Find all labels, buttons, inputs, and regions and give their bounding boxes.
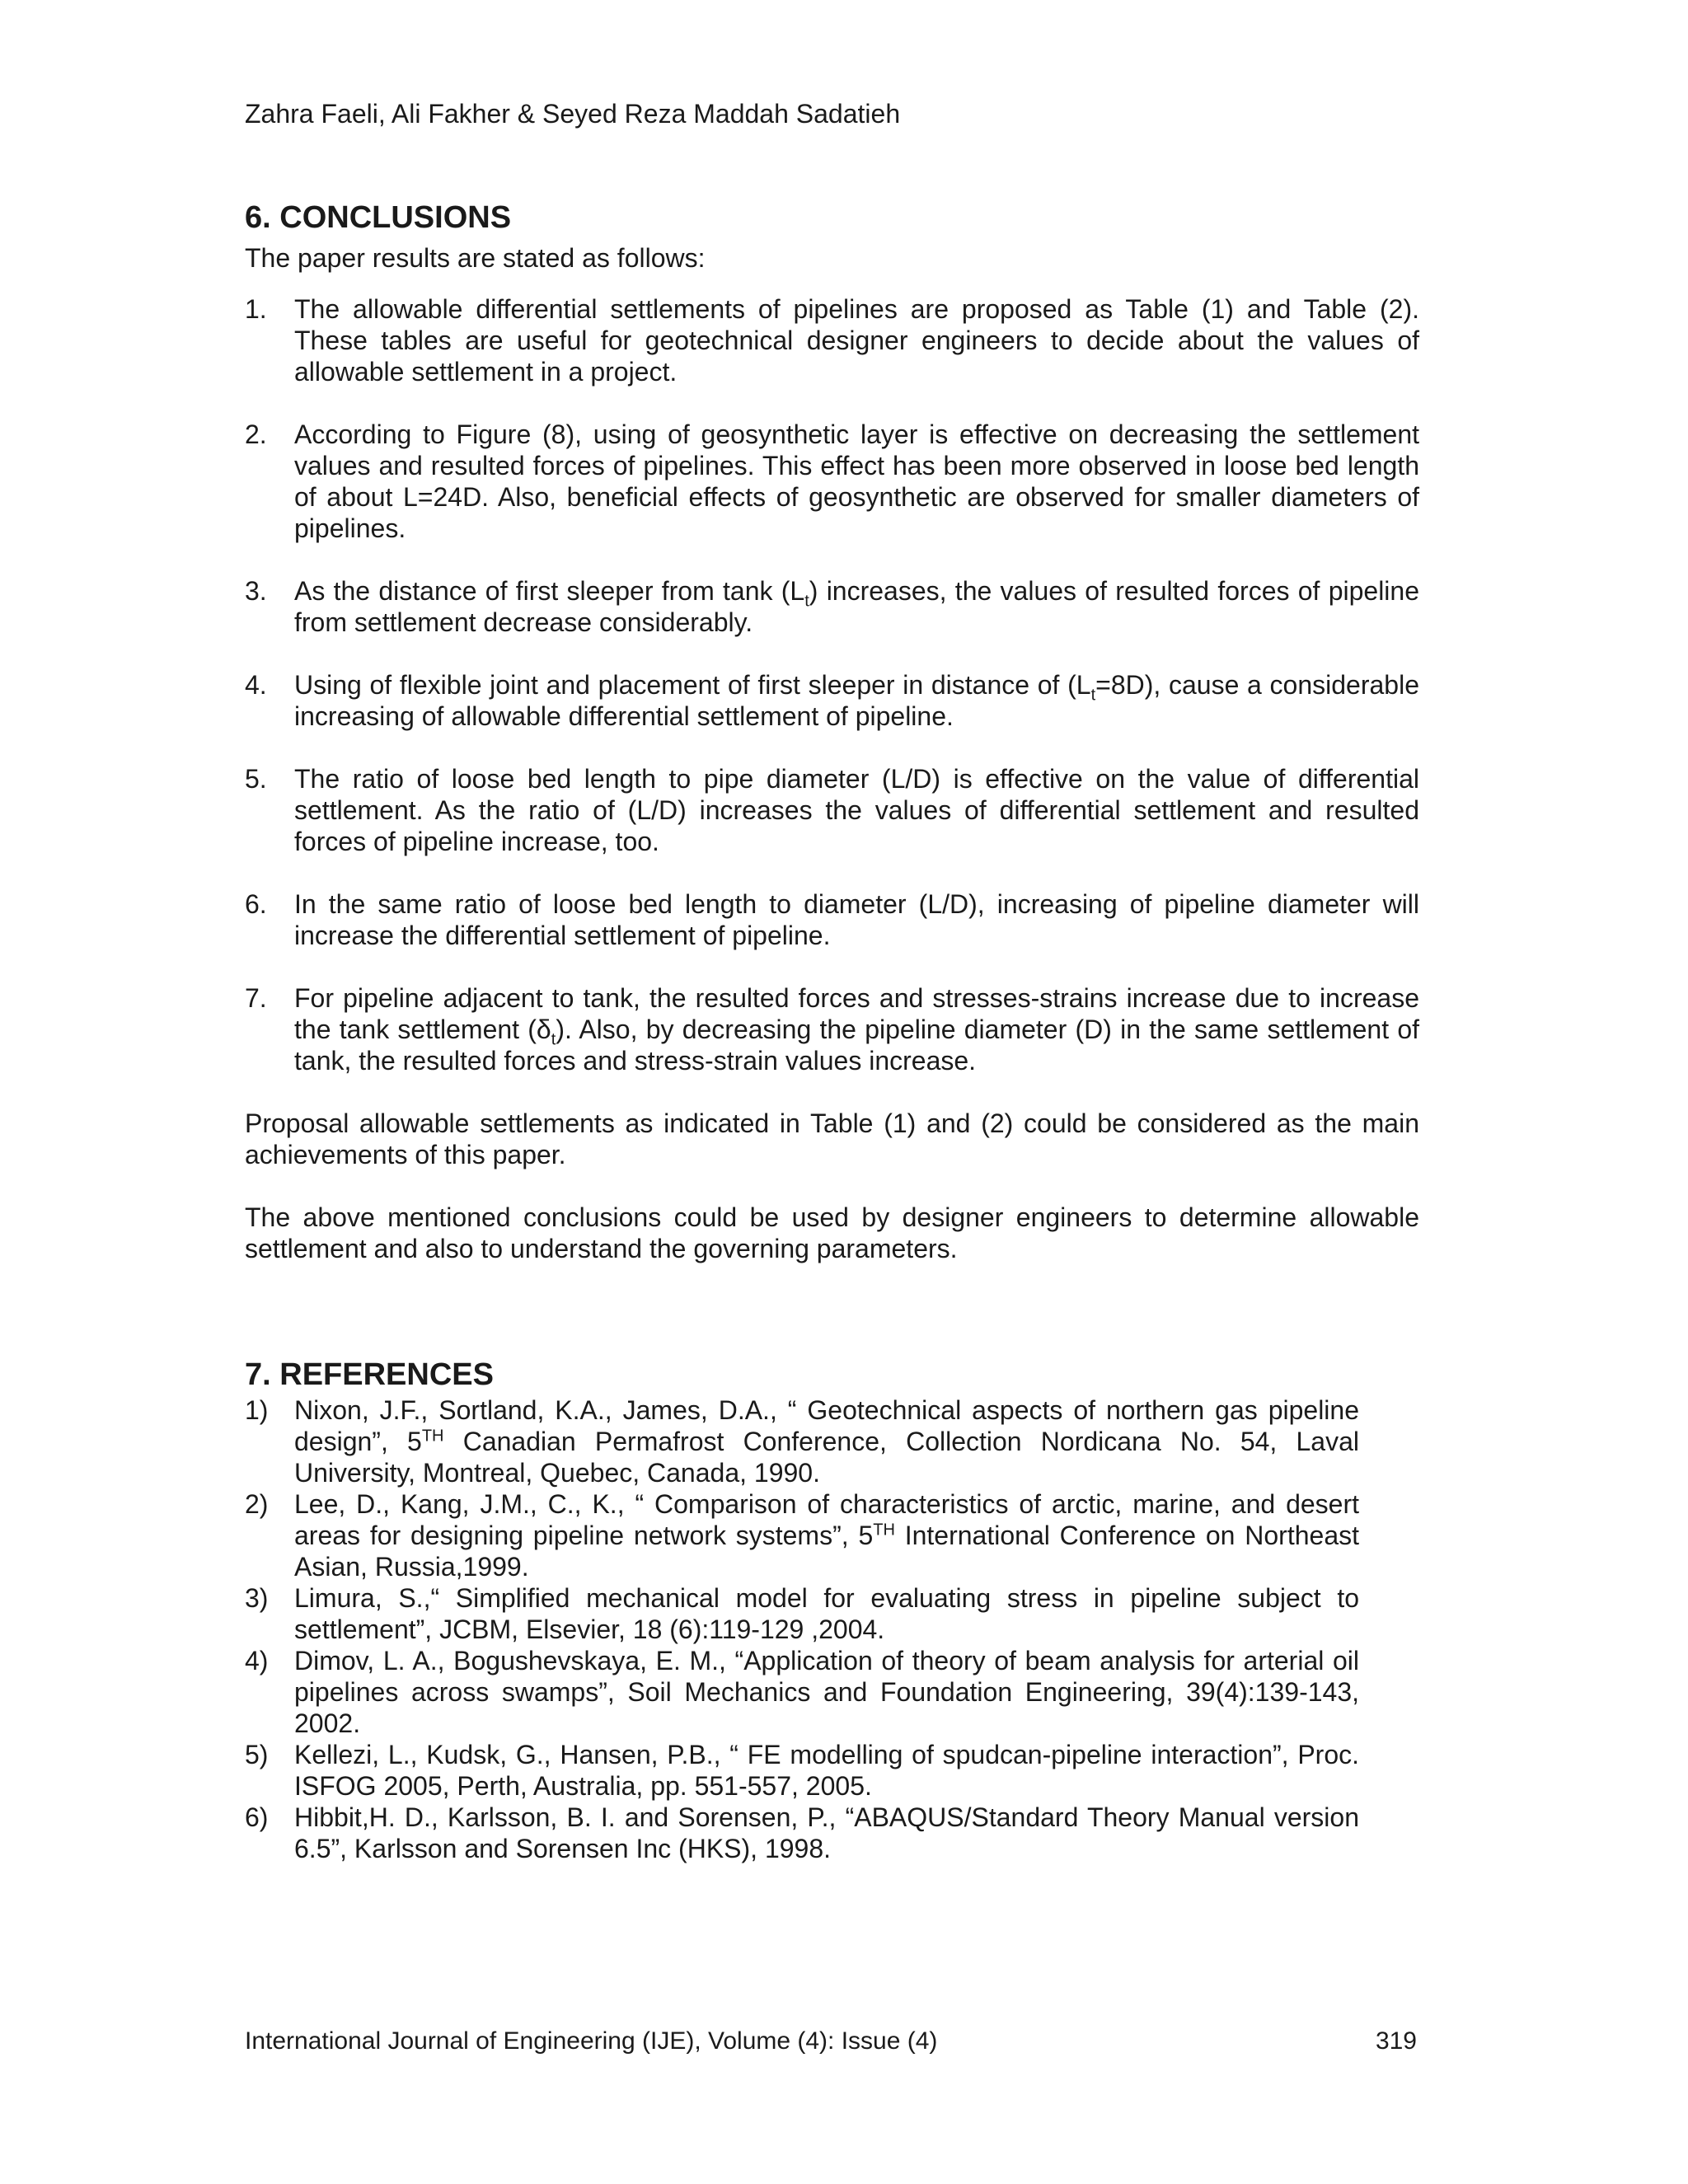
conclusions-intro: The paper results are stated as follows: xyxy=(245,243,706,273)
item-text: In the same ratio of loose bed length to diameter (L/D), increasing of pipeline diameter will increase the differential settlement of pipeline. xyxy=(294,889,1419,950)
conclusion-item xyxy=(245,575,1419,638)
superscript: TH xyxy=(873,1521,895,1540)
summary-paragraph: Proposal allowable settlements as indicated in Table (1) and (2) could be considered as the main achievements of this paper. xyxy=(245,1108,1419,1169)
item-text: For pipeline adjacent to tank, the resulted forces and stresses-strains increase due to increase the tank settlement (δ xyxy=(294,983,1419,1044)
item-text-continued: =8D), cause a considerable increasing of allowable differential settlement of pipeline. xyxy=(294,670,1420,731)
reference-item xyxy=(245,1739,1359,1802)
conclusion-item xyxy=(245,982,1419,1076)
conclusion-item xyxy=(245,669,1419,732)
conclusions-list xyxy=(245,293,1419,1076)
journal-citation: International Journal of Engineering (IJE), Volume (4): Issue (4) xyxy=(245,2027,938,2055)
reference-text: Lee, D., Kang, J.M., C., K., “ Comparison of characteristics of arctic, marine, and desert areas for designing pipeline network systems”, 5 xyxy=(294,1489,1359,1550)
item-text-continued: ). Also, by decreasing the pipeline diameter (D) in the same settlement of tank, the resulted forces and stress-strain values increase. xyxy=(294,1015,1419,1076)
item-text: According to Figure (8), using of geosynthetic layer is effective on decreasing the settlement values and resulted forces of pipelines. This effect has been more observed in loose bed length of about L=24D. Also, beneficial effects of geosynthetic are observed for smaller diameters of pipelines. xyxy=(294,419,1419,543)
reference-number: 2) xyxy=(245,1489,269,1519)
subscript: t xyxy=(1090,686,1096,705)
conclusion-item xyxy=(245,293,1419,387)
item-number: 5. xyxy=(245,764,267,794)
item-number: 3. xyxy=(245,576,267,606)
conclusion-item xyxy=(245,888,1419,951)
reference-item xyxy=(245,1802,1359,1864)
references-list xyxy=(245,1394,1359,1864)
item-text: The allowable differential settlements of pipelines are proposed as Table (1) and Table (2). These tables are useful for geotechnical designer engineers to decide about the values of allowable settlement in a project. xyxy=(294,294,1419,387)
reference-number: 6) xyxy=(245,1802,269,1832)
reference-number: 5) xyxy=(245,1740,269,1769)
references-heading: 7. REFERENCES xyxy=(245,1357,494,1392)
reference-item xyxy=(245,1488,1359,1582)
reference-text: Kellezi, L., Kudsk, G., Hansen, P.B., “ FE modelling of spudcan-pipeline interaction”, Proc. ISFOG 2005, Perth, Australia, pp. 551-557, 2005. xyxy=(294,1740,1359,1801)
reference-text: Nixon, J.F., Sortland, K.A., James, D.A., “ Geotechnical aspects of northern gas pipeline design”, 5 xyxy=(294,1395,1359,1456)
item-text-continued: ) increases, the values of resulted forces of pipeline from settlement decrease considerably. xyxy=(294,576,1420,637)
item-text: Using of flexible joint and placement of first sleeper in distance of (L xyxy=(294,670,1091,700)
reference-number: 4) xyxy=(245,1646,269,1675)
item-number: 7. xyxy=(245,983,267,1013)
conclusion-item xyxy=(245,419,1419,544)
item-number: 6. xyxy=(245,889,267,919)
item-text: The ratio of loose bed length to pipe diameter (L/D) is effective on the value of differential settlement. As the ratio of (L/D) increases the values of differential settlement and resulted forces of pipeline increase, too. xyxy=(294,764,1419,856)
reference-number: 1) xyxy=(245,1395,269,1425)
reference-item xyxy=(245,1394,1359,1488)
subscript: t xyxy=(551,1030,556,1049)
reference-number: 3) xyxy=(245,1583,269,1613)
reference-text: Hibbit,H. D., Karlsson, B. I. and Sorensen, P., “ABAQUS/Standard Theory Manual version 6.5”, Karlsson and Sorensen Inc (HKS), 1998. xyxy=(294,1802,1359,1863)
item-number: 4. xyxy=(245,670,267,700)
reference-text-continued: International Conference on Northeast Asian, Russia,1999. xyxy=(294,1521,1360,1582)
subscript: t xyxy=(804,592,809,611)
item-number: 2. xyxy=(245,419,267,449)
page-footer xyxy=(245,2026,1417,2057)
conclusion-item xyxy=(245,763,1419,857)
main-content xyxy=(245,198,1419,1864)
reference-text: Dimov, L. A., Bogushevskaya, E. M., “Application of theory of beam analysis for arterial oil pipelines across swamps”, Soil Mechanics and Foundation Engineering, 39(4):139-143, 2002. xyxy=(294,1646,1359,1738)
reference-item xyxy=(245,1582,1359,1645)
reference-text-continued: Canadian Permafrost Conference, Collection Nordicana No. 54, Laval University, Montreal, Quebec, Canada, 1990. xyxy=(294,1427,1360,1488)
item-number: 1. xyxy=(245,294,267,324)
running-header: Zahra Faeli, Ali Fakher & Seyed Reza Maddah Sadatieh xyxy=(245,99,901,129)
conclusions-heading: 6. CONCLUSIONS xyxy=(245,200,512,235)
superscript: TH xyxy=(421,1427,444,1446)
reference-item xyxy=(245,1645,1359,1739)
closing-paragraph: The above mentioned conclusions could be used by designer engineers to determine allowable settlement and also to understand the governing parameters. xyxy=(245,1202,1419,1263)
page-number: 319 xyxy=(1375,2027,1417,2055)
reference-text: Limura, S.,“ Simplified mechanical model for evaluating stress in pipeline subject to settlement”, JCBM, Elsevier, 18 (6):119-129 ,2004. xyxy=(294,1583,1359,1644)
item-text: As the distance of first sleeper from tank (L xyxy=(294,576,805,606)
